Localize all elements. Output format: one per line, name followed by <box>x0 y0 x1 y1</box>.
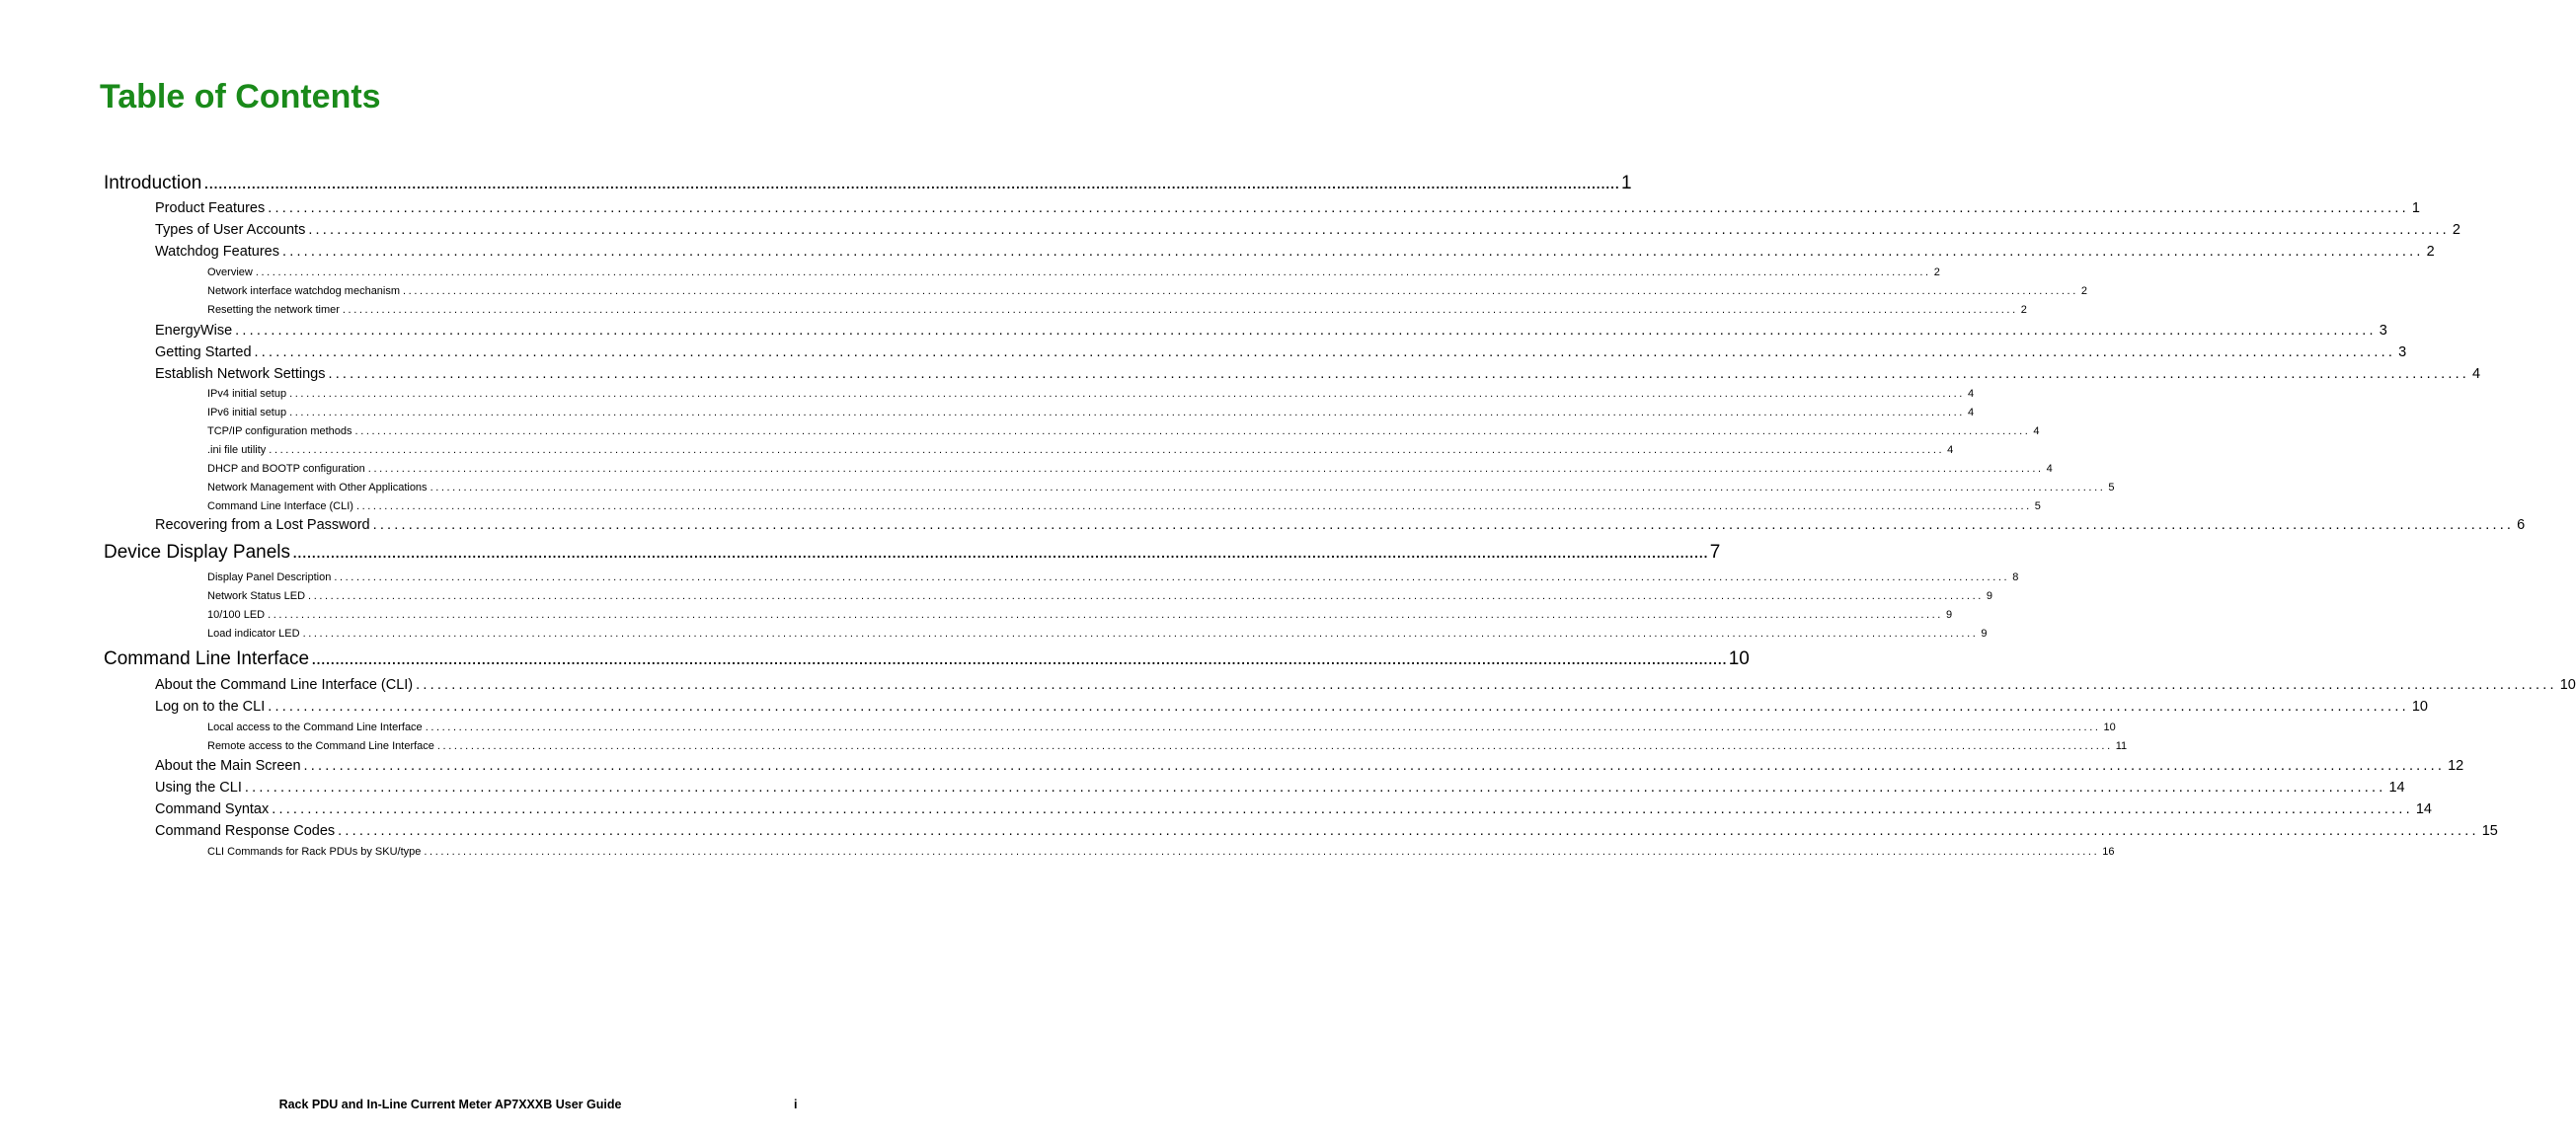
toc-entry-level-3[interactable] <box>207 461 2053 477</box>
toc-entry-level-3[interactable] <box>207 283 2087 299</box>
toc-entry-title: 10/100 LED <box>207 609 266 621</box>
toc-entry-title: Display Panel Description <box>207 571 332 583</box>
toc-entry-level-2[interactable] <box>155 198 2420 218</box>
toc-entry-page: 4 <box>2046 463 2053 475</box>
toc-entry-level-2[interactable] <box>155 515 2526 535</box>
toc-leader-dots: ............................................................................................................................................................................................................................................................................................................ <box>342 304 2018 316</box>
toc-entry-title: IPv6 initial setup <box>207 407 287 418</box>
toc-entry-level-3[interactable] <box>207 498 2041 514</box>
toc-entry-page: 10 <box>2559 677 2576 693</box>
toc-entry-page: 16 <box>2102 846 2115 858</box>
toc-leader-dots: ............................................................................................................................................................................................................................................................................................................ <box>308 222 2450 238</box>
toc-leader-dots: ............................................................................................................................................................................................................................................................................................................ <box>425 722 2101 733</box>
toc-entry-title: Establish Network Settings <box>155 366 326 382</box>
toc-entry-page: 5 <box>2034 500 2041 512</box>
toc-entry-title: .ini file utility <box>207 444 267 456</box>
toc-entry-level-2[interactable] <box>155 756 2464 776</box>
toc-entry-title: Getting Started <box>155 344 252 360</box>
page-title: Table of Contents <box>100 78 381 115</box>
toc-entry-title: EnergyWise <box>155 323 233 339</box>
toc-entry-page: 4 <box>2033 425 2040 437</box>
toc-entry-level-2[interactable] <box>155 220 2460 240</box>
toc-entry-page: 4 <box>1947 444 1954 456</box>
toc-leader-dots: ............................................................................................................................................................................................................................................................................................................ <box>254 344 2396 360</box>
toc-entry-level-3[interactable] <box>207 570 2019 585</box>
toc-entry-title: Command Syntax <box>155 801 270 817</box>
toc-leader-dots: ............................................................................................................................................................................................................................................................................................................ <box>311 648 1727 669</box>
toc-entry-page: 9 <box>1945 609 1953 621</box>
toc-entry-title: Overview <box>207 266 253 278</box>
toc-entry-page: 4 <box>1967 388 1975 400</box>
toc-entry-level-1[interactable] <box>104 541 1721 565</box>
toc-entry-level-2[interactable] <box>155 321 2387 341</box>
toc-entry-title: Using the CLI <box>155 780 242 796</box>
toc-entry-level-2[interactable] <box>155 697 2428 717</box>
toc-entry-page: 2 <box>2426 244 2435 260</box>
toc-entry-level-3[interactable] <box>207 626 1988 642</box>
toc-leader-dots: ............................................................................................................................................................................................................................................................................................................ <box>282 244 2424 260</box>
toc-leader-dots: ............................................................................................................................................................................................................................................................................................................ <box>289 388 1965 400</box>
toc-leader-dots: ............................................................................................................................................................................................................................................................................................................ <box>416 677 2557 693</box>
toc-entry-title: Network Management with Other Applications <box>207 482 428 494</box>
toc-leader-dots: ............................................................................................................................................................................................................................................................................................................ <box>289 407 1965 418</box>
toc-entry-title: Network interface watchdog mechanism <box>207 285 401 297</box>
toc-entry-title: Command Line Interface (CLI) <box>207 500 353 512</box>
toc-leader-dots: ............................................................................................................................................................................................................................................................................................................ <box>269 444 1945 456</box>
toc-entry-level-3[interactable] <box>207 588 1993 604</box>
toc-entry-level-3[interactable] <box>207 302 2027 318</box>
toc-leader-dots: ............................................................................................................................................................................................................................................................................................................ <box>255 266 1931 278</box>
toc-entry-title: Network Status LED <box>207 590 306 602</box>
toc-leader-dots: ............................................................................................................................................................................................................................................................................................................ <box>338 823 2479 839</box>
toc-entry-page: 5 <box>2108 482 2115 494</box>
toc-entry-page: 9 <box>1981 628 1988 640</box>
toc-entry-page: 9 <box>1986 590 1993 602</box>
toc-entry-title: Resetting the network timer <box>207 304 340 316</box>
toc-entry-level-2[interactable] <box>155 821 2498 841</box>
toc-leader-dots: ............................................................................................................................................................................................................................................................................................................ <box>429 482 2106 494</box>
toc-entry-page: 14 <box>2415 801 2432 817</box>
toc-entry-page: 8 <box>2012 571 2019 583</box>
toc-entry-page: 2 <box>2080 285 2087 297</box>
toc-leader-dots: ............................................................................................................................................................................................................................................................................................................ <box>328 366 2470 382</box>
toc-entry-page: 12 <box>2448 758 2464 774</box>
toc-leader-dots: ............................................................................................................................................................................................................................................................................................................ <box>203 173 1619 193</box>
toc-leader-dots: ............................................................................................................................................................................................................................................................................................................ <box>272 801 2413 817</box>
toc-leader-dots: ............................................................................................................................................................................................................................................................................................................ <box>334 571 2010 583</box>
toc-entry-title: Local access to the Command Line Interface <box>207 722 423 733</box>
toc-leader-dots: ............................................................................................................................................................................................................................................................................................................ <box>367 463 2044 475</box>
toc-entry-page: 2 <box>2020 304 2027 316</box>
toc-entry-page: 7 <box>1709 542 1721 563</box>
toc-entry-page: 10 <box>2411 699 2428 715</box>
toc-leader-dots: ............................................................................................................................................................................................................................................................................................................ <box>235 323 2377 339</box>
toc-entry-title: Log on to the CLI <box>155 699 266 715</box>
toc-leader-dots: ............................................................................................................................................................................................................................................................................................................ <box>303 758 2446 774</box>
toc-entry-title: Product Features <box>155 200 266 216</box>
toc-entry-title: Command Response Codes <box>155 823 336 839</box>
toc-entry-page: 1 <box>2411 200 2420 216</box>
toc-entry-level-3[interactable] <box>207 386 1975 402</box>
toc-entry-title: Load indicator LED <box>207 628 300 640</box>
toc-entry-page: 4 <box>1967 407 1975 418</box>
toc-leader-dots: ............................................................................................................................................................................................................................................................................................................ <box>354 425 2031 437</box>
toc-entry-title: Types of User Accounts <box>155 222 306 238</box>
toc-entry-level-1[interactable] <box>104 647 1750 671</box>
toc-entry-title: Command Line Interface <box>104 648 310 669</box>
toc-leader-dots: ............................................................................................................................................................................................................................................................................................................ <box>244 780 2386 796</box>
toc-entry-page: 10 <box>2103 722 2116 733</box>
toc-leader-dots: ............................................................................................................................................................................................................................................................................................................ <box>308 590 1984 602</box>
toc-entry-level-2[interactable] <box>155 799 2432 819</box>
toc-entry-level-3[interactable] <box>207 423 2040 439</box>
toc-entry-title: DHCP and BOOTP configuration <box>207 463 365 475</box>
toc-entry-title: Device Display Panels <box>104 542 291 563</box>
toc-entry-page: 3 <box>2398 344 2407 360</box>
toc-entry-page: 2 <box>2452 222 2460 238</box>
toc-entry-level-3[interactable] <box>207 720 2116 735</box>
toc-leader-dots: ............................................................................................................................................................................................................................................................................................................ <box>268 609 1943 621</box>
toc-leader-dots: ............................................................................................................................................................................................................................................................................................................ <box>302 628 1979 640</box>
toc-entry-page: 6 <box>2517 517 2526 533</box>
toc-leader-dots: ............................................................................................................................................................................................................................................................................................................ <box>436 740 2113 752</box>
toc-entry-page: 11 <box>2115 740 2128 752</box>
toc-entry-title: About the Main Screen <box>155 758 301 774</box>
footer-document-title: Rack PDU and In-Line Current Meter AP7XXXB User Guide <box>278 1098 622 1111</box>
toc-entry-title: Introduction <box>104 173 202 193</box>
toc-entry-page: 1 <box>1620 173 1632 193</box>
toc-entry-page: 2 <box>1933 266 1940 278</box>
toc-entry-level-3[interactable] <box>207 405 1975 420</box>
toc-entry-page: 14 <box>2388 780 2405 796</box>
toc-entry-level-3[interactable] <box>207 738 2128 754</box>
toc-entry-title: TCP/IP configuration methods <box>207 425 352 437</box>
toc-entry-title: CLI Commands for Rack PDUs by SKU/type <box>207 846 422 858</box>
toc-leader-dots: ............................................................................................................................................................................................................................................................................................................ <box>268 699 2409 715</box>
toc-entry-page: 4 <box>2472 366 2481 382</box>
toc-leader-dots: ............................................................................................................................................................................................................................................................................................................ <box>355 500 2032 512</box>
toc-entry-title: Watchdog Features <box>155 244 279 260</box>
toc-entry-title: About the Command Line Interface (CLI) <box>155 677 414 693</box>
toc-leader-dots: ............................................................................................................................................................................................................................................................................................................ <box>403 285 2078 297</box>
toc-entry-level-2[interactable] <box>155 778 2405 798</box>
toc-entry-level-3[interactable] <box>207 607 1953 623</box>
toc-leader-dots: ............................................................................................................................................................................................................................................................................................................ <box>292 542 1708 563</box>
toc-entry-level-3[interactable] <box>207 265 1940 280</box>
toc-entry-level-3[interactable] <box>207 480 2115 495</box>
toc-entry-page: 10 <box>1728 648 1750 669</box>
toc-entry-page: 3 <box>2379 323 2387 339</box>
toc-entry-title: IPv4 initial setup <box>207 388 287 400</box>
toc-leader-dots: ............................................................................................................................................................................................................................................................................................................ <box>372 517 2515 533</box>
toc-entry-level-3[interactable] <box>207 844 2115 860</box>
toc-leader-dots: ............................................................................................................................................................................................................................................................................................................ <box>424 846 2100 858</box>
toc-entry-level-2[interactable] <box>155 242 2435 262</box>
toc-leader-dots: ............................................................................................................................................................................................................................................................................................................ <box>268 200 2409 216</box>
toc-entry-level-2[interactable] <box>155 342 2407 362</box>
toc-entry-title: Remote access to the Command Line Interface <box>207 740 434 752</box>
toc-entry-title: Recovering from a Lost Password <box>155 517 370 533</box>
toc-entry-level-3[interactable] <box>207 442 1954 458</box>
toc-entry-level-2[interactable] <box>155 675 2576 695</box>
footer-page-number: i <box>794 1098 798 1111</box>
toc-entry-page: 15 <box>2481 823 2498 839</box>
toc-entry-level-2[interactable] <box>155 364 2481 384</box>
toc-entry-level-1[interactable] <box>104 172 1632 195</box>
